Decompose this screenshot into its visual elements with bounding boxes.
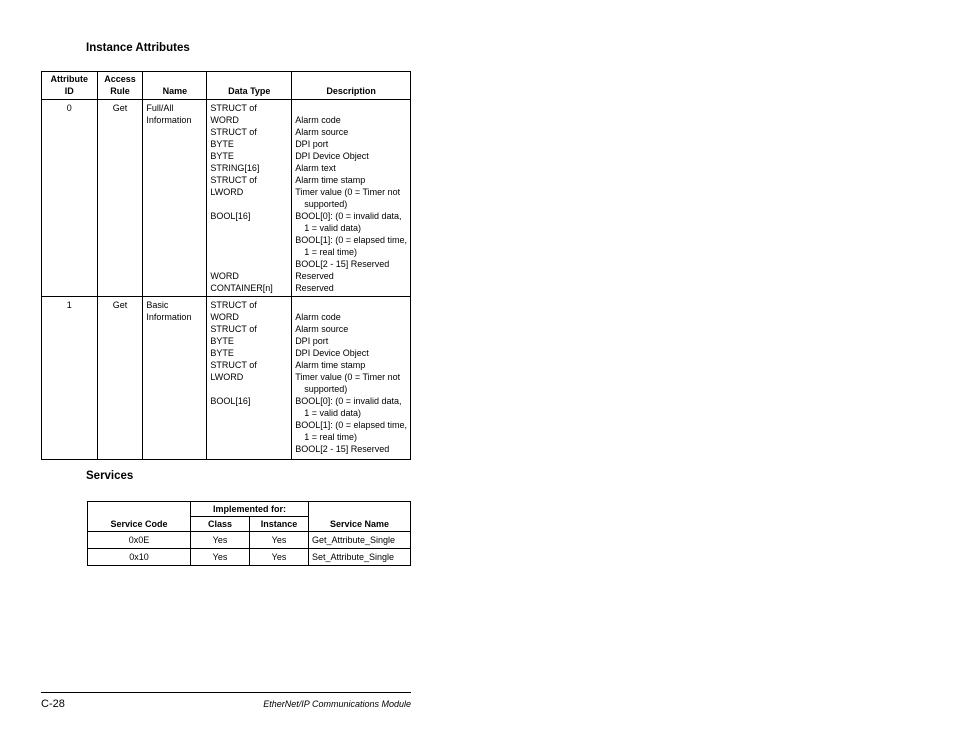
- cell-text-line: Alarm source: [295, 324, 349, 334]
- cell-text-line: STRUCT of: [210, 324, 257, 334]
- header-name: Name: [143, 72, 207, 100]
- cell-service-code: 0x10: [88, 549, 191, 566]
- cell-text-line: BOOL[0]: (0 = invalid data,: [295, 396, 402, 406]
- cell-text-line: BOOL[0]: (0 = invalid data,: [295, 211, 402, 221]
- cell-text-line: supported): [304, 384, 348, 394]
- table-row: [88, 549, 411, 566]
- cell-instance: Yes: [250, 532, 309, 549]
- cell-name: [143, 297, 207, 460]
- cell-text-line: supported): [304, 199, 348, 209]
- cell-text-line: Attribute: [50, 74, 89, 84]
- cell-text-line: Information: [146, 115, 192, 125]
- cell-text-line: DPI Device Object: [295, 151, 369, 161]
- cell-text-line: [210, 383, 288, 395]
- cell-text-line: 1 = real time): [304, 432, 357, 442]
- cell-text-line: WORD: [210, 271, 239, 281]
- cell-text-line: [210, 234, 288, 246]
- instance-attributes-heading: Instance Attributes: [86, 42, 190, 54]
- header-description: Description: [292, 72, 411, 100]
- cell-description: [292, 100, 411, 297]
- footer-divider: [41, 692, 411, 693]
- cell-text-line: BOOL[2 - 15] Reserved: [295, 444, 390, 454]
- cell-access-rule: Get: [97, 100, 143, 297]
- cell-text-line: BYTE: [210, 336, 234, 346]
- cell-text-line: CONTAINER[n]: [210, 283, 273, 293]
- cell-text-line: STRUCT of: [210, 300, 257, 310]
- header-implemented-for: Implemented for:: [191, 502, 309, 517]
- cell-text-line: Rule: [110, 86, 130, 96]
- cell-class: Yes: [191, 549, 250, 566]
- cell-text-line: Reserved: [295, 283, 334, 293]
- cell-text-line: Reserved: [295, 271, 334, 281]
- cell-text-line: BOOL[16]: [210, 396, 251, 406]
- cell-text-line: BOOL[16]: [210, 211, 251, 221]
- cell-text-line: [295, 102, 407, 114]
- cell-text-line: DPI Device Object: [295, 348, 369, 358]
- cell-text-line: [210, 222, 288, 234]
- cell-service-code: 0x0E: [88, 532, 191, 549]
- document-title: EtherNet/IP Communications Module: [263, 699, 411, 709]
- cell-text-line: Information: [146, 312, 192, 322]
- cell-text-line: 1 = valid data): [304, 223, 361, 233]
- cell-text-line: [210, 407, 288, 419]
- cell-text-line: Alarm code: [295, 115, 341, 125]
- cell-text-line: LWORD: [210, 372, 244, 382]
- cell-text-line: Alarm time stamp: [295, 360, 366, 370]
- cell-text-line: 1 = real time): [304, 247, 357, 257]
- cell-attribute-id: 0: [42, 100, 98, 297]
- cell-service-name: Get_Attribute_Single: [309, 532, 411, 549]
- cell-text-line: ID: [64, 86, 74, 96]
- header-data-type: Data Type: [207, 72, 292, 100]
- table-row: [42, 297, 411, 460]
- cell-text-line: [210, 443, 288, 455]
- cell-text-line: BYTE: [210, 139, 234, 149]
- header-service-code: Service Code: [88, 502, 191, 532]
- cell-text-line: STRUCT of: [210, 360, 257, 370]
- cell-class: Yes: [191, 532, 250, 549]
- cell-text-line: [295, 299, 407, 311]
- cell-text-line: [210, 431, 288, 443]
- page-number: C-28: [41, 698, 65, 710]
- cell-text-line: Alarm time stamp: [295, 175, 366, 185]
- cell-text-line: WORD: [210, 312, 239, 322]
- cell-text-line: 1 = valid data): [304, 408, 361, 418]
- cell-text-line: DPI port: [295, 139, 329, 149]
- cell-text-line: STRUCT of: [210, 127, 257, 137]
- cell-text-line: Timer value (0 = Timer not: [295, 372, 401, 382]
- header-class: Class: [191, 517, 250, 532]
- cell-name: [143, 100, 207, 297]
- header-service-name: Service Name: [309, 502, 411, 532]
- cell-service-name: Set_Attribute_Single: [309, 549, 411, 566]
- header-instance: Instance: [250, 517, 309, 532]
- cell-text-line: BOOL[2 - 15] Reserved: [295, 259, 390, 269]
- cell-text-line: BYTE: [210, 348, 234, 358]
- cell-data-type: [207, 100, 292, 297]
- services-heading: Services: [86, 470, 134, 482]
- cell-text-line: [210, 419, 288, 431]
- cell-description: [292, 297, 411, 460]
- cell-attribute-id: 1: [42, 297, 98, 460]
- cell-text-line: Alarm source: [295, 127, 349, 137]
- cell-access-rule: Get: [97, 297, 143, 460]
- cell-text-line: BYTE: [210, 151, 234, 161]
- cell-text-line: Timer value (0 = Timer not: [295, 187, 401, 197]
- cell-text-line: Basic: [146, 300, 169, 310]
- table-header-row: [88, 502, 411, 517]
- cell-text-line: BOOL[1]: (0 = elapsed time,: [295, 235, 407, 245]
- cell-text-line: [210, 246, 288, 258]
- cell-text-line: [210, 198, 288, 210]
- header-attribute-id: [42, 72, 98, 100]
- cell-text-line: STRUCT of: [210, 175, 257, 185]
- cell-data-type: [207, 297, 292, 460]
- header-access-rule: [97, 72, 143, 100]
- cell-text-line: BOOL[1]: (0 = elapsed time,: [295, 420, 407, 430]
- table-header-row: [42, 72, 411, 100]
- cell-text-line: Alarm code: [295, 312, 341, 322]
- cell-text-line: STRING[16]: [210, 163, 260, 173]
- cell-instance: Yes: [250, 549, 309, 566]
- cell-text-line: Alarm text: [295, 163, 336, 173]
- cell-text-line: Full/All: [146, 103, 174, 113]
- cell-text-line: STRUCT of: [210, 103, 257, 113]
- instance-attributes-table: [41, 71, 411, 460]
- cell-text-line: Access: [104, 74, 136, 84]
- cell-text-line: WORD: [210, 115, 239, 125]
- cell-text-line: LWORD: [210, 187, 244, 197]
- services-table: [87, 501, 411, 566]
- cell-text-line: DPI port: [295, 336, 329, 346]
- table-row: [88, 532, 411, 549]
- cell-text-line: [210, 258, 288, 270]
- table-row: [42, 100, 411, 297]
